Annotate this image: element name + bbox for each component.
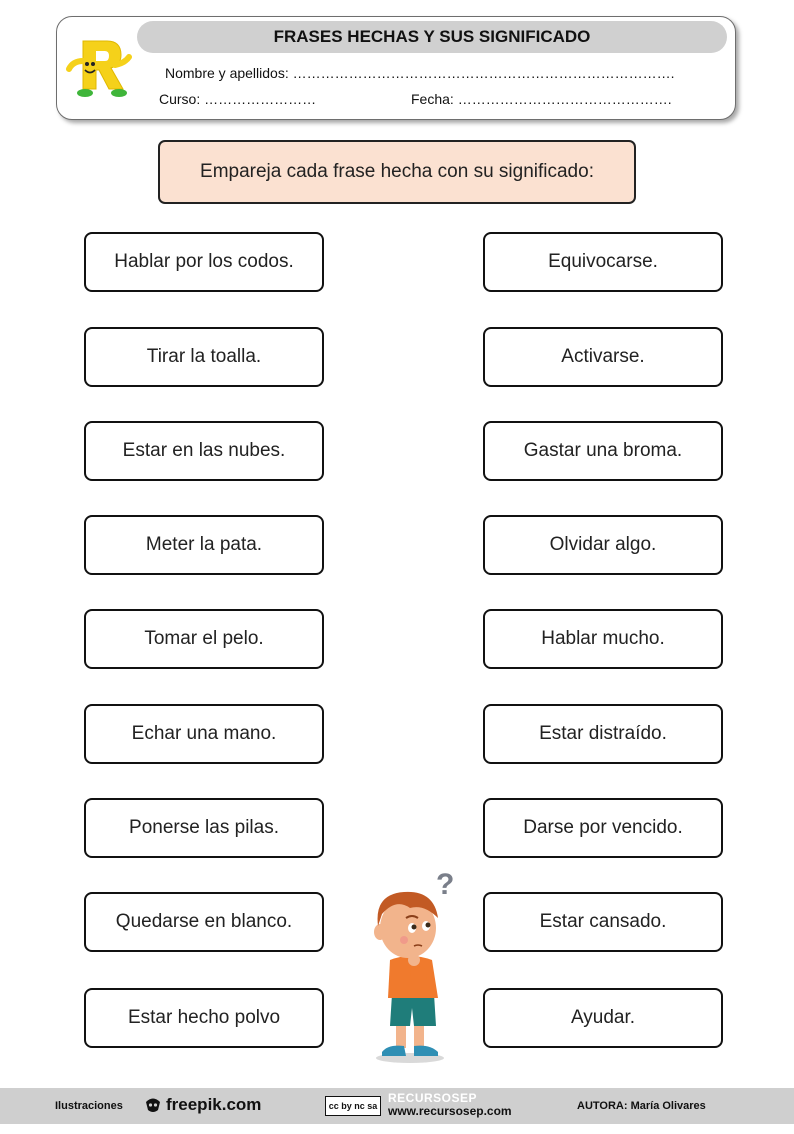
phrase-box-3[interactable]: Estar en las nubes.: [84, 421, 324, 481]
meaning-box-4[interactable]: Olvidar algo.: [483, 515, 723, 575]
phrase-box-7[interactable]: Ponerse las pilas.: [84, 798, 324, 858]
letter-r-mascot-icon: [63, 31, 133, 101]
brand-url: www.recursosep.com: [388, 1104, 512, 1118]
meaning-box-6[interactable]: Estar distraído.: [483, 704, 723, 764]
name-field[interactable]: [165, 65, 675, 81]
curso-dots: ……………………: [204, 91, 317, 107]
phrase-box-9[interactable]: Estar hecho polvo: [84, 988, 324, 1048]
brand-block[interactable]: [388, 1092, 512, 1118]
fecha-dots: ……………………………………….: [457, 91, 672, 107]
curso-label: Curso:: [159, 91, 201, 107]
name-label: Nombre y apellidos:: [165, 65, 289, 81]
author-credit: [577, 1100, 706, 1112]
freepik-logo[interactable]: [143, 1095, 261, 1115]
name-dots: ……………………………………………………………………….: [292, 65, 675, 81]
cc-license-icon: cc by nc sa: [325, 1096, 381, 1116]
phrase-box-5[interactable]: Tomar el pelo.: [84, 609, 324, 669]
phrase-box-2[interactable]: Tirar la toalla.: [84, 327, 324, 387]
instruction-box: Empareja cada frase hecha con su significado:: [158, 140, 636, 204]
phrase-box-4[interactable]: Meter la pata.: [84, 515, 324, 575]
curso-field[interactable]: [159, 91, 316, 107]
meaning-box-8[interactable]: Estar cansado.: [483, 892, 723, 952]
brand-name: RECURSOSEP: [388, 1091, 478, 1105]
thinking-child-illustration: [352, 868, 462, 1064]
freepik-text: freepik.com: [166, 1095, 262, 1114]
worksheet-title: FRASES HECHAS Y SUS SIGNIFICADO: [137, 21, 727, 53]
meaning-box-1[interactable]: Equivocarse.: [483, 232, 723, 292]
creative-commons-badge: [325, 1096, 381, 1116]
footer-bar: [0, 1088, 794, 1124]
svg-text:?: ?: [436, 868, 455, 901]
meaning-box-2[interactable]: Activarse.: [483, 327, 723, 387]
fecha-label: Fecha:: [411, 91, 454, 107]
author-name: María Olivares: [630, 1100, 706, 1112]
meaning-box-3[interactable]: Gastar una broma.: [483, 421, 723, 481]
meaning-box-5[interactable]: Hablar mucho.: [483, 609, 723, 669]
author-label: AUTORA:: [577, 1100, 628, 1112]
phrase-box-8[interactable]: Quedarse en blanco.: [84, 892, 324, 952]
worksheet-header: [56, 16, 736, 120]
ilustraciones-label: Ilustraciones: [55, 1100, 123, 1112]
fecha-field[interactable]: [411, 91, 672, 107]
freepik-icon: [143, 1096, 163, 1114]
meaning-box-7[interactable]: Darse por vencido.: [483, 798, 723, 858]
phrase-box-1[interactable]: Hablar por los codos.: [84, 232, 324, 292]
phrase-box-6[interactable]: Echar una mano.: [84, 704, 324, 764]
meaning-box-9[interactable]: Ayudar.: [483, 988, 723, 1048]
